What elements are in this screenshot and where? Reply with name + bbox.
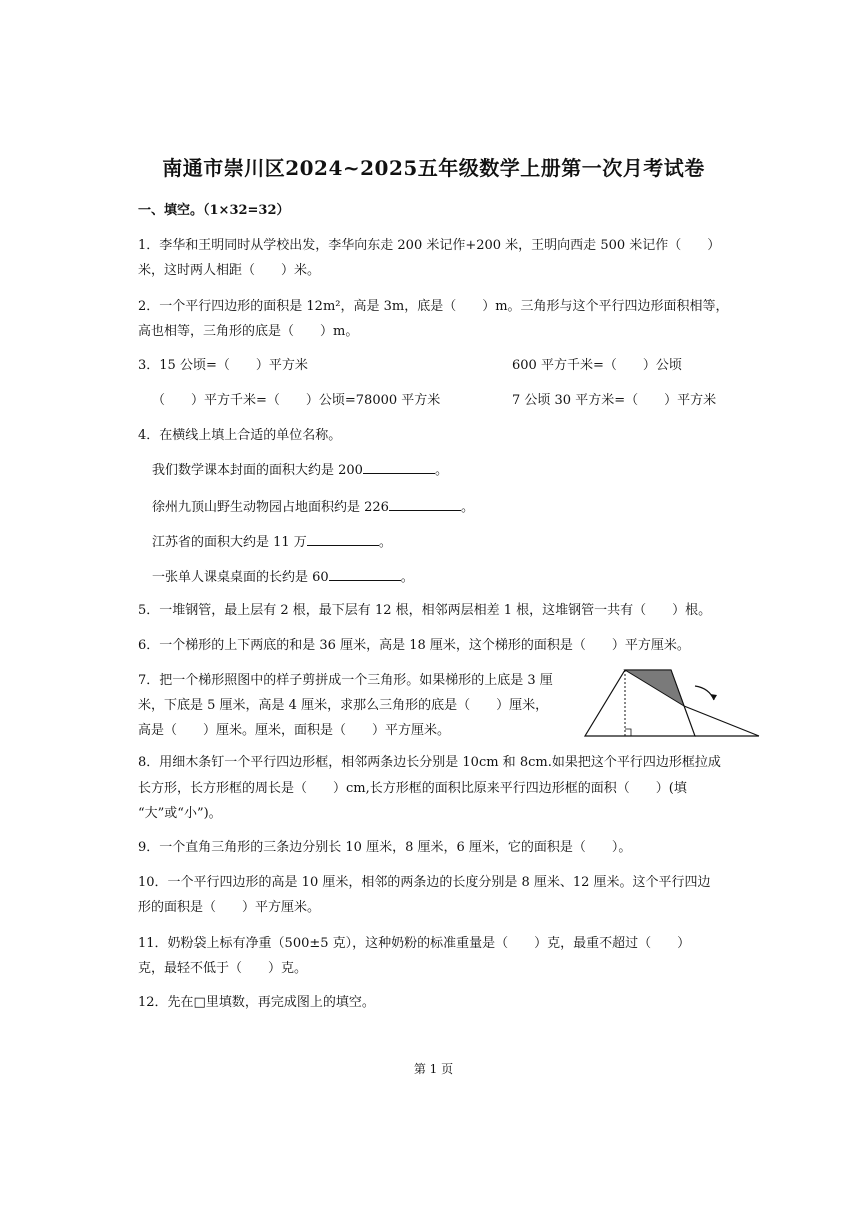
q12: 12．先在□里填数，再完成图上的填空。 (138, 995, 375, 1010)
fill-blank (307, 532, 379, 546)
q4-b-text: 徐州九顶山野生动物园占地面积约是 226 (152, 500, 389, 515)
fill-blank (389, 497, 461, 511)
q1-line1: 1．李华和王明同时从学校出发，李华向东走 200 米记作+200 米，王明向西走 500 米记作（ ） (138, 238, 721, 253)
page-number: 第 1 页 (413, 1062, 454, 1076)
q3-b: 600 平方千米=（ ）公顷 (512, 358, 682, 373)
q7-line2: 米，下底是 5 厘米，高是 4 厘米，求那么三角形的底是（ ）厘米， (138, 698, 549, 713)
page-title: 南通市崇川区2024~2025五年级数学上册第一次月考试卷 (162, 156, 705, 180)
q4-b (152, 496, 474, 515)
q4-head: 4．在横线上填上合适的单位名称。 (138, 428, 342, 443)
extended-side-line (684, 706, 759, 736)
trapezoid-diagram (583, 664, 763, 740)
section-heading: 一、填空。（1×32=32） (138, 203, 290, 218)
q9: 9．一个直角三角形的三条边分别长 10 厘米，8 厘米，6 厘米，它的面积是（ ）。 (138, 840, 632, 855)
q3-c: （ ）平方千米=（ ）公顷=78000 平方米 (152, 393, 441, 408)
q11-line2: 克，最轻不低于（ ）克。 (138, 961, 308, 976)
q3-d: 7 公顷 30 平方米=（ ）平方米 (512, 393, 717, 408)
arrow-head-icon (710, 694, 717, 700)
q4-a (152, 459, 448, 478)
q3-a: 3．15 公顷=（ ）平方米 (138, 358, 308, 373)
q4-d-end: 。 (400, 570, 414, 585)
q5: 5．一堆钢管，最上层有 2 根，最下层有 12 根，相邻两层相差 1 根，这堆钢管一共有（ ）根。 (138, 603, 712, 618)
q8-line1: 8．用细木条钉一个平行四边形框，相邻两条边长分别是 10cm 和 8cm.如果把这个平行四边形框拉成 (138, 755, 721, 770)
q10-line2: 形的面积是（ ）平方厘米。 (138, 900, 321, 915)
q10-line1: 10．一个平行四边形的高是 10 厘米，相邻的两条边的长度分别是 8 厘米、12 厘米。这个平行四边 (138, 875, 711, 890)
q11-line1: 11．奶粉袋上标有净重（500±5 克），这种奶粉的标准重量是（ ）克，最重不超过（ ） (138, 936, 691, 951)
q4-a-end: 。 (434, 463, 448, 478)
q7-line1: 7．把一个梯形照图中的样子剪拼成一个三角形。如果梯形的上底是 3 厘 (138, 673, 553, 688)
q4-d-text: 一张单人课桌桌面的长约是 60 (152, 570, 329, 585)
rotate-arrow-icon (695, 686, 714, 700)
q4-b-end: 。 (460, 500, 474, 515)
q4-c-text: 江苏省的面积大约是 11 万 (152, 535, 307, 550)
q8-line3: “大”或“小”)。 (138, 806, 222, 821)
cut-triangle-shaded (625, 670, 684, 706)
q6: 6．一个梯形的上下两底的和是 36 厘米，高是 18 厘米，这个梯形的面积是（ ）平方厘米。 (138, 638, 690, 653)
q7-line3: 高是（ ）厘米。厘米，面积是（ ）平方厘米。 (138, 723, 451, 738)
fill-blank (363, 460, 435, 474)
q4-d (152, 566, 414, 585)
q4-c (152, 531, 392, 550)
q4-a-text: 我们数学课本封面的面积大约是 200 (152, 463, 363, 478)
q2-line1: 2．一个平行四边形的面积是 12m²，高是 3m，底是（ ）m。三角形与这个平行四边形面积相等， (138, 299, 729, 314)
fill-blank (329, 567, 401, 581)
q8-line2: 长方形，长方形框的周长是（ ）cm,长方形框的面积比原来平行四边形框的面积（ ）(填 (138, 781, 687, 796)
q4-c-end: 。 (378, 535, 392, 550)
q2-line2: 高也相等，三角形的底是（ ）m。 (138, 324, 359, 339)
q1-line2: 米，这时两人相距（ ）米。 (138, 263, 321, 278)
right-angle-mark (625, 729, 631, 736)
